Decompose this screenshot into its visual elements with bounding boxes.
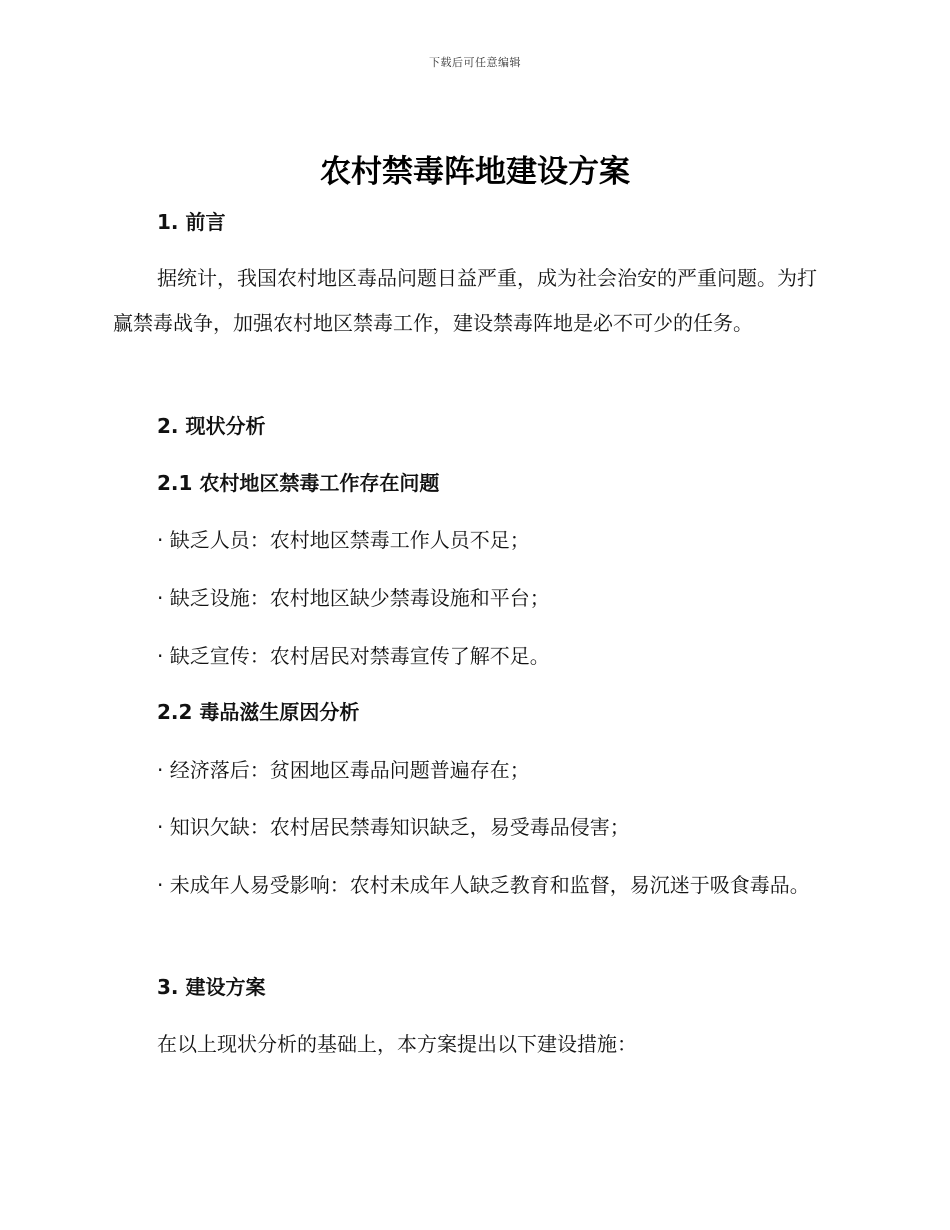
document-title: 农村禁毒阵地建设方案 [320, 154, 630, 190]
section-heading-plan: 3. 建设方案 [157, 975, 266, 999]
paragraph-preface: 据统计，我国农村地区毒品问题日益严重，成为社会治安的严重问题。为打赢禁毒战争，加强农村地区禁毒工作，建设禁毒阵地是必不可少的任务。 [113, 266, 817, 335]
page-header-note: 下载后可任意编辑 [429, 56, 521, 69]
paragraph-plan-intro: 在以上现状分析的基础上，本方案提出以下建设措施： [157, 1032, 637, 1056]
subsection-heading-causes: 2.2 毒品滋生原因分析 [157, 700, 360, 724]
list-item-problem-staff: · 缺乏人员：农村地区禁毒工作人员不足； [157, 528, 530, 552]
list-item-problem-publicity: · 缺乏宣传：农村居民对禁毒宣传了解不足。 [157, 644, 550, 668]
list-item-cause-knowledge: · 知识欠缺：农村居民禁毒知识缺乏，易受毒品侵害； [157, 815, 630, 839]
list-item-problem-facilities: · 缺乏设施：农村地区缺少禁毒设施和平台； [157, 586, 550, 610]
list-item-cause-minors: · 未成年人易受影响：农村未成年人缺乏教育和监督，易沉迷于吸食毒品。 [157, 873, 810, 897]
subsection-heading-problems: 2.1 农村地区禁毒工作存在问题 [157, 471, 440, 495]
list-item-cause-economy: · 经济落后：贫困地区毒品问题普遍存在； [157, 758, 530, 782]
section-heading-preface: 1. 前言 [157, 210, 226, 234]
section-heading-analysis: 2. 现状分析 [157, 414, 266, 438]
